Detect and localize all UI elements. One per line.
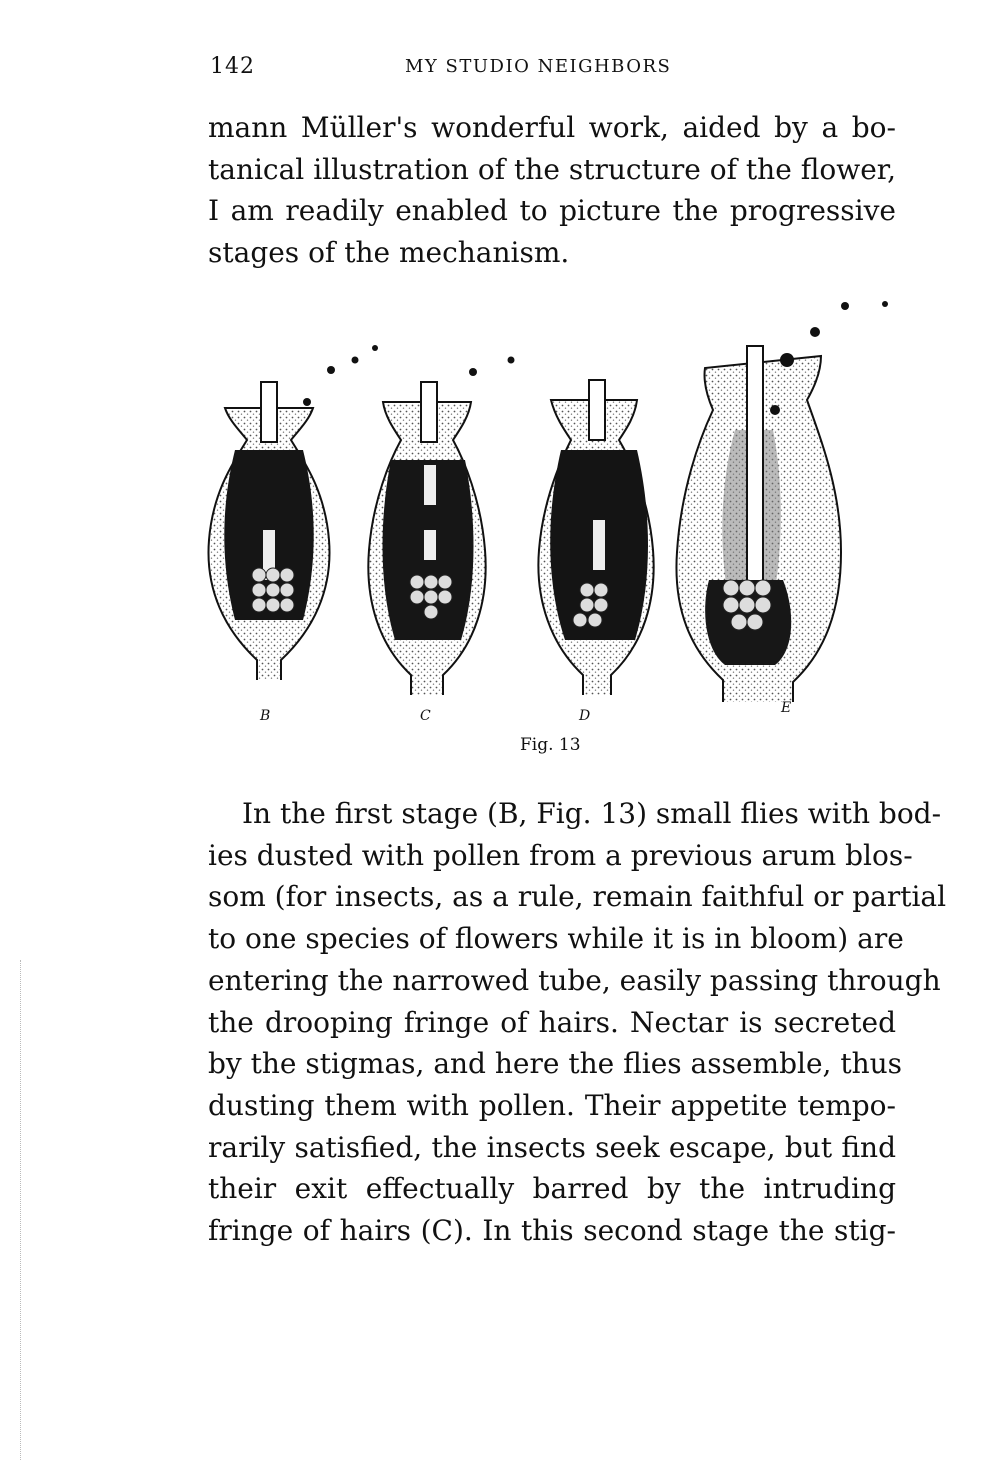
text-line: tanical illustration of the structure of the flower, — [208, 152, 896, 186]
figure-label-c: C — [420, 708, 431, 724]
text-line: ies dusted with pollen from a previous arum blos- — [208, 838, 913, 872]
figure-label-e: E — [781, 700, 792, 716]
flower-stage-d — [538, 380, 653, 695]
running-title: MY STUDIO NEIGHBORS — [405, 56, 672, 77]
text-line: mann Müller's wonderful work, aided by a bo- — [208, 111, 896, 144]
figure-arum-flower-stages — [195, 290, 915, 770]
text-line: to one species of flowers while it is in bloom) are — [208, 922, 904, 956]
paragraph-continuation — [208, 107, 896, 274]
text-line: the drooping fringe of hairs. Nectar is secreted — [208, 1005, 896, 1039]
flower-stage-b — [208, 345, 378, 680]
text-line: I am readily enabled to picture the progressive — [208, 194, 896, 228]
flower-stage-e — [676, 301, 888, 702]
scan-margin-artifact — [20, 960, 25, 1460]
text-line: rarily satisfied, the insects seek escape, but find — [208, 1130, 896, 1164]
figure-label-b: B — [260, 708, 271, 724]
figure-caption: Fig. 13 — [520, 735, 581, 755]
text-line: fringe of hairs (C). In this second stage the stig- — [208, 1214, 896, 1248]
arum-stages-illustration — [195, 290, 915, 730]
text-line: stages of the mechanism. — [208, 236, 570, 270]
text-line: their exit effectually barred by the intruding — [208, 1172, 896, 1206]
text-line: by the stigmas, and here the flies assemble, thus — [208, 1047, 903, 1081]
text-line: dusting them with pollen. Their appetite tempo- — [208, 1088, 896, 1122]
running-head — [0, 54, 1000, 84]
text-line: entering the narrowed tube, easily passing through — [208, 963, 941, 997]
text-line: som (for insects, as a rule, remain faithful or partial — [208, 880, 947, 914]
figure-label-d: D — [579, 708, 591, 724]
text-line: In the first stage (B, Fig. 13) small flies with bod- — [242, 797, 942, 830]
paragraph-first-stage — [208, 793, 947, 1252]
page-number: 142 — [210, 54, 255, 79]
flower-stage-c — [368, 357, 514, 696]
